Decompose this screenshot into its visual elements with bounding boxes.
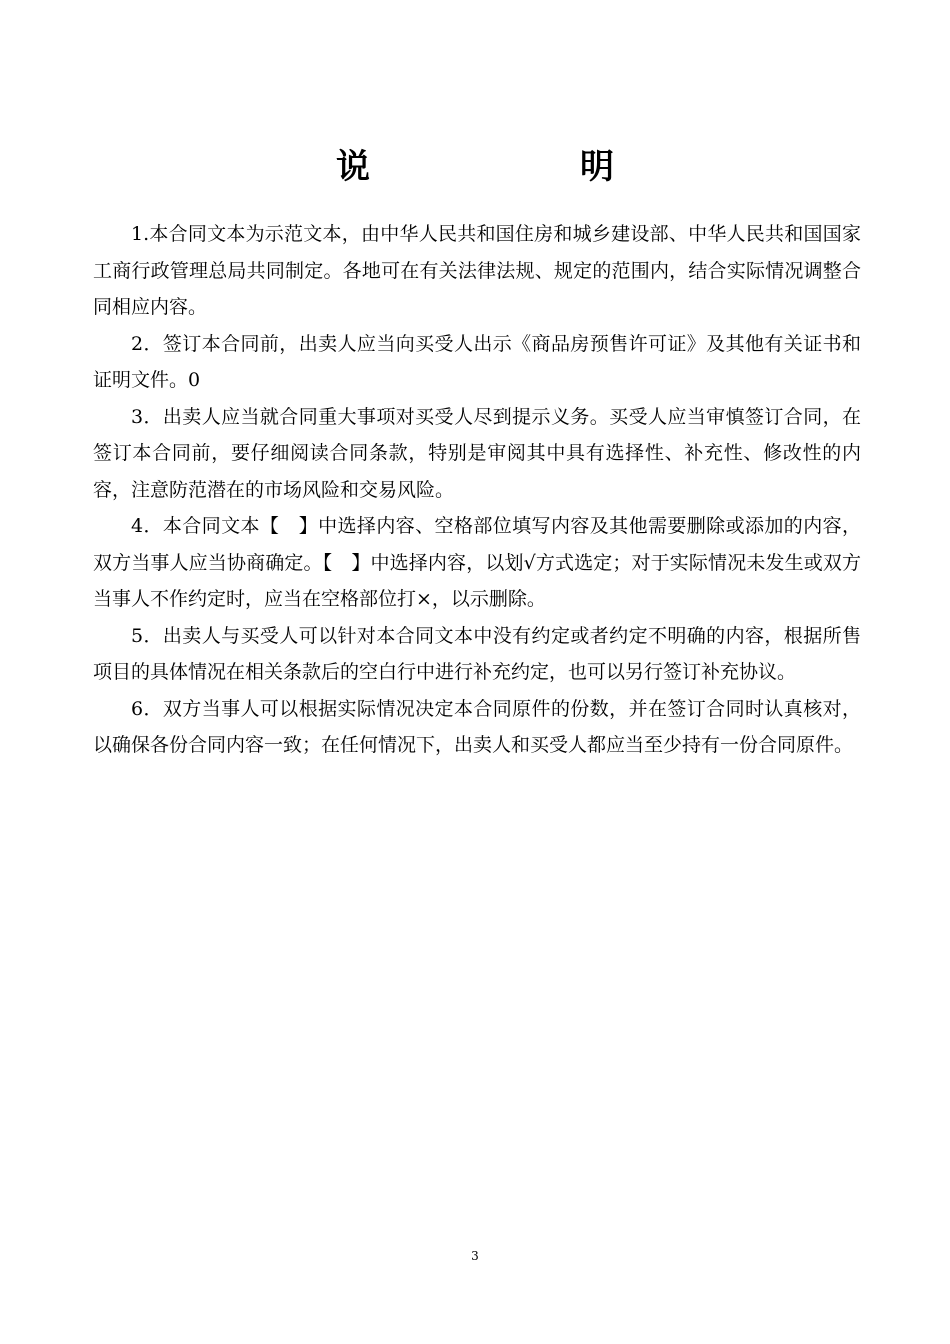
instructions-body <box>93 216 861 764</box>
page-title: 说 明 <box>336 147 702 187</box>
instruction-paragraph-1: 1.本合同文本为示范文本，由中华人民共和国住房和城乡建设部、中华人民共和国国家工商行政管理总局共同制定。各地可在有关法律法规、规定的范围内，结合实际情况调整合同相应内容。 <box>93 223 861 318</box>
instruction-paragraph-2: 2．签订本合同前，出卖人应当向买受人出示《商品房预售许可证》及其他有关证书和证明文件。0 <box>93 332 861 391</box>
instruction-paragraph-4: 4．本合同文本【 】中选择内容、空格部位填写内容及其他需要删除或添加的内容，双方当事人应当协商确定。【 】中选择内容，以划√方式选定；对于实际情况未发生或双方当事人不作约定时，应当在空格部位打×，以示删除。 <box>93 515 861 610</box>
instruction-paragraph-3: 3．出卖人应当就合同重大事项对买受人尽到提示义务。买受人应当审慎签订合同，在签订本合同前，要仔细阅读合同条款，特别是审阅其中具有选择性、补充性、修改性的内容，注意防范潜在的市场风险和交易风险。 <box>93 405 861 501</box>
instruction-paragraph-6: 6．双方当事人可以根据实际情况决定本合同原件的份数，并在签订合同时认真核对，以确保各份合同内容一致；在任何情况下，出卖人和买受人都应当至少持有一份合同原件。 <box>93 697 861 756</box>
instruction-paragraph-5: 5．出卖人与买受人可以针对本合同文本中没有约定或者约定不明确的内容，根据所售项目的具体情况在相关条款后的空白行中进行补充约定，也可以另行签订补充协议。 <box>93 624 861 683</box>
page-number: 3 <box>471 1249 479 1263</box>
